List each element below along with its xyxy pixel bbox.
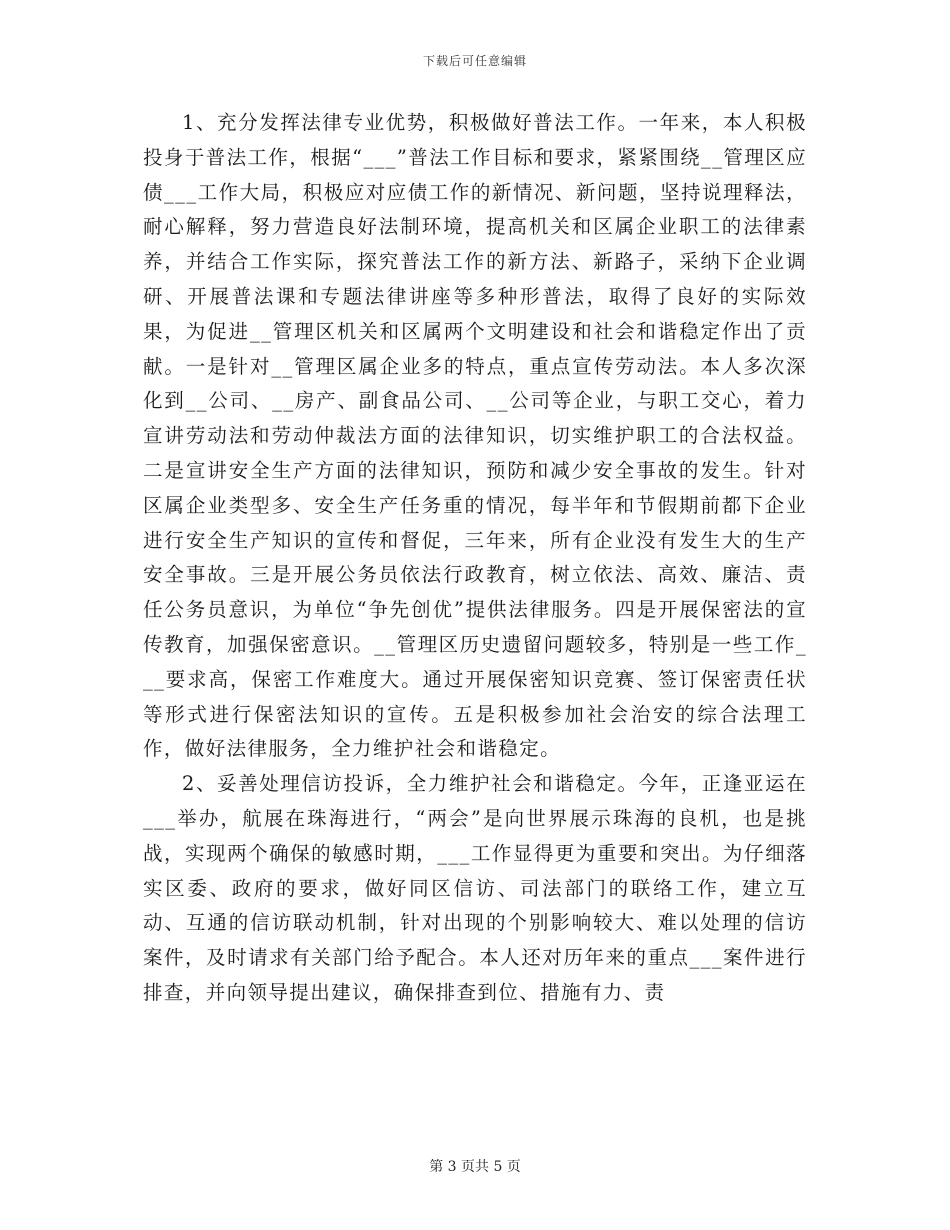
paragraph-2: 2、妥善处理信访投诉，全力维护社会和谐稳定。今年，正逢亚运在___举办，航展在珠海进行，“两会”是向世界展示珠海的良机，也是挑战，实现两个确保的敏感时期，___工作显得更为重要和突出。为仔细落实区委、政府的要求，做好同区信访、司法部门的联络工作，建立互动、互通的信访联动机制，针对出现的个别影响较大、难以处理的信访案件，及时请求有关部门给予配合。本人还对历年来的重点___案件进行排查，并向领导提出建议，确保排查到位、措施有力、责	[143, 772, 807, 1004]
page-header: 下载后可任意编辑	[422, 54, 527, 68]
document-body	[143, 106, 807, 1011]
paragraph-1: 1、充分发挥法律专业优势，积极做好普法工作。一年来，本人积极投身于普法工作，根据“___”普法工作目标和要求，紧紧围绕__管理区应债___工作大局，积极应对应债工作的新情况、新问题，坚持说理释法，耐心解释，努力营造良好法制环境，提高机关和区属企业职工的法律素养，并结合工作实际，探究普法工作的新方法、新路子，采纳下企业调研、开展普法课和专题法律讲座等多种形普法，取得了良好的实际效果，为促进__管理区机关和区属两个文明建设和社会和谐稳定作出了贡献。一是针对__管理区属企业多的特点，重点宣传劳动法。本人多次深化到__公司、__房产、副食品公司、__公司等企业，与职工交心，着力宣讲劳动法和劳动仲裁法方面的法律知识，切实维护职工的合法权益。二是宣讲安全生产方面的法律知识，预防和减少安全事故的发生。针对区属企业类型多、安全生产任务重的情况，每半年和节假期前都下企业进行安全生产知识的宣传和督促，三年来，所有企业没有发生大的生产安全事故。三是开展公务员依法行政教育，树立依法、高效、廉洁、责任公务员意识，为单位“争先创优”提供法律服务。四是开展保密法的宣传教育，加强保密意识。__管理区历史遗留问题较多，特别是一些工作___要求高，保密工作难度大。通过开展保密知识竞赛、签订保密责任状等形式进行保密法知识的宣传。五是积极参加社会治安的综合法理工作，做好法律服务，全力维护社会和谐稳定。	[143, 111, 807, 761]
page-footer: 第 3 页共 5 页	[429, 1159, 521, 1175]
